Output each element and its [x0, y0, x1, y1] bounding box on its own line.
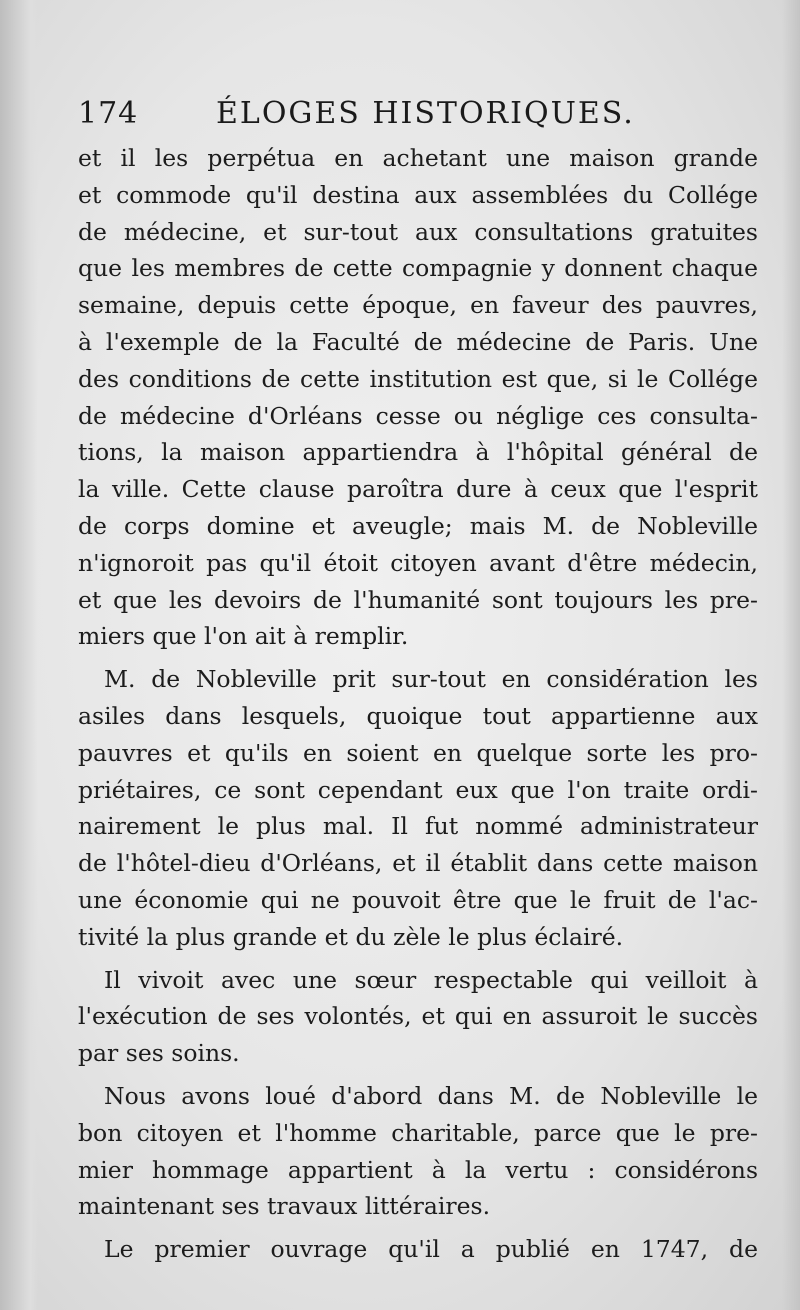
text-line: priétaires, ce sont cependant eux que l'on traite ordi- [78, 775, 758, 804]
paragraph [78, 140, 758, 655]
text-line: mier hommage appartient à la vertu : considérons [78, 1155, 758, 1184]
text-line: bon citoyen et l'homme charitable, parce que le pre- [78, 1118, 758, 1147]
text-line: M. de Nobleville prit sur-tout en considération les [104, 665, 758, 694]
text-line: que les membres de cette compagnie y donnent chaque [78, 254, 758, 283]
text-line: nairement le plus mal. Il fut nommé administrateur [78, 812, 758, 841]
page-number: 174 [78, 96, 139, 131]
text-line: pauvres et qu'ils en soient en quelque sorte les pro- [78, 738, 758, 767]
text-line: de corps domine et aveugle; mais M. de Nobleville [78, 511, 758, 540]
paragraph [78, 1231, 758, 1268]
text-line: par ses soins. [78, 1039, 240, 1068]
page-edge-shadow [782, 0, 800, 1310]
text-line: asiles dans lesquels, quoique tout appartienne aux [78, 701, 758, 730]
text-line: et que les devoirs de l'humanité sont toujours les pre- [78, 585, 758, 614]
text-line: Nous avons loué d'abord dans M. de Nobleville le [104, 1081, 758, 1110]
text-line: n'ignoroit pas qu'il étoit citoyen avant d'être médecin, [78, 548, 758, 577]
text-line: Le premier ouvrage qu'il a publié en 1747, de [104, 1235, 758, 1264]
text-line: de médecine d'Orléans cesse ou néglige ces consulta- [78, 401, 758, 430]
text-line: l'exécution de ses volontés, et qui en assuroit le succès [78, 1002, 758, 1031]
text-line: Il vivoit avec une sœur respectable qui veilloit à [104, 965, 758, 994]
text-line: une économie qui ne pouvoit être que le fruit de l'ac- [78, 885, 758, 914]
running-head: ÉLOGES HISTORIQUES. [216, 96, 635, 131]
paragraph [78, 962, 758, 1072]
text-line: la ville. Cette clause paroîtra dure à ceux que l'esprit [78, 475, 758, 504]
text-line: et il les perpétua en achetant une maison grande [78, 144, 758, 172]
page-gutter-shadow [0, 0, 38, 1310]
paragraph [78, 661, 758, 955]
paragraph [78, 1078, 758, 1225]
text-line: tions, la maison appartiendra à l'hôpital général de [78, 438, 758, 467]
text-line: miers que l'on ait à remplir. [78, 622, 409, 651]
text-line: de l'hôtel-dieu d'Orléans, et il établit dans cette maison [78, 849, 758, 878]
text-line: des conditions de cette institution est que, si le Collége [78, 364, 758, 393]
text-line: semaine, depuis cette époque, en faveur des pauvres, [78, 291, 758, 320]
body-text [78, 140, 758, 1268]
text-line: maintenant ses travaux littéraires. [78, 1192, 491, 1221]
text-line: tivité la plus grande et du zèle le plus éclairé. [78, 922, 624, 951]
page-header [78, 96, 638, 140]
text-line: à l'exemple de la Faculté de médecine de Paris. Une [78, 327, 758, 356]
text-line: de médecine, et sur-tout aux consultations gratuites [78, 217, 758, 246]
text-line: et commode qu'il destina aux assemblées du Collége [78, 180, 758, 209]
